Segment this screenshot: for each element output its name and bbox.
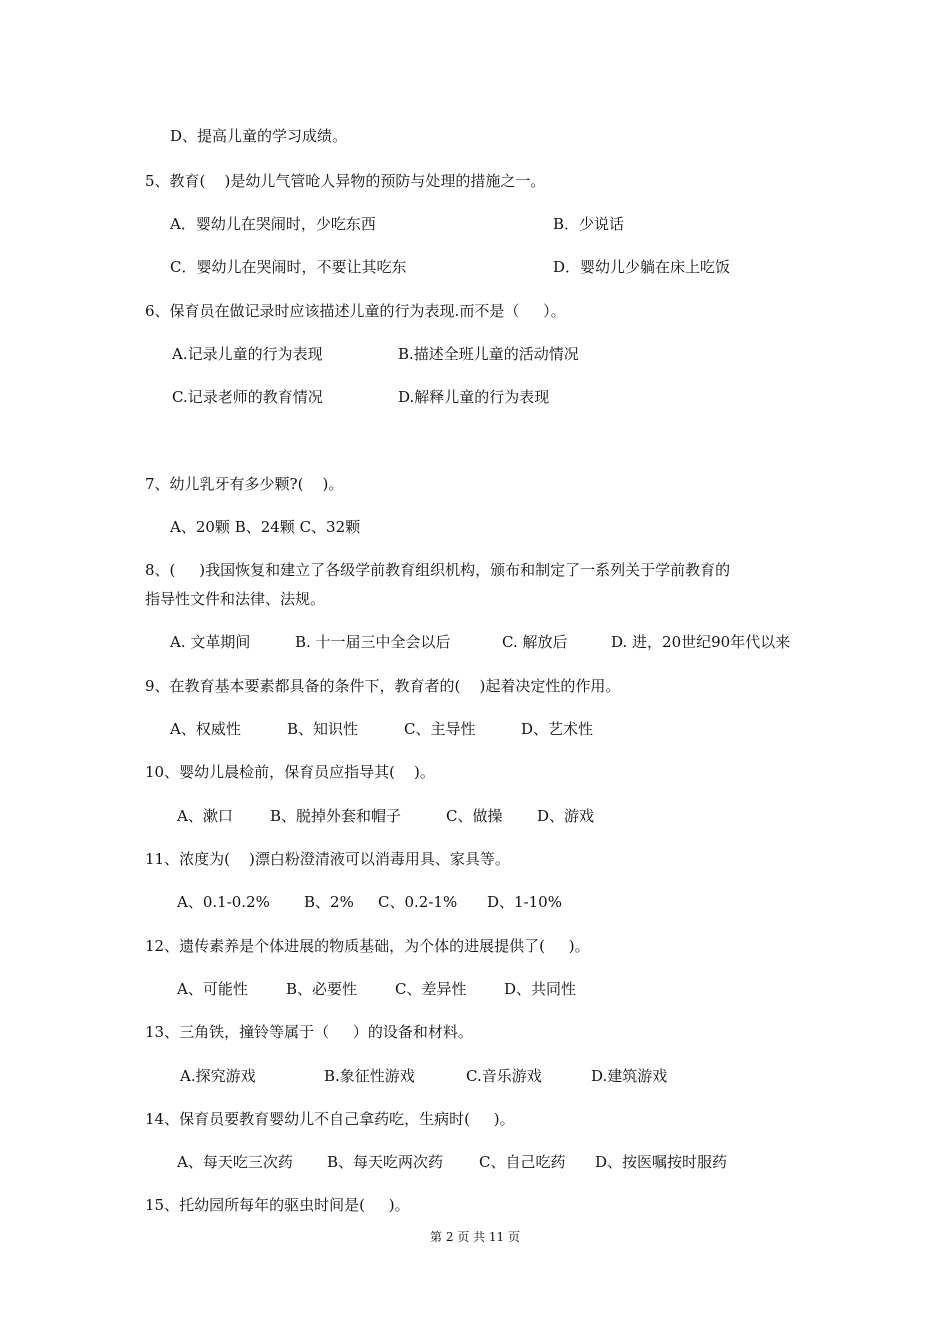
q10-option-c: C、做操 [446,807,503,825]
q6-option-d: D.解释儿童的行为表现 [398,388,550,406]
q8-option-d: D. 进，20世纪90年代以来 [611,633,791,651]
q5-option-d: D．婴幼儿少躺在床上吃饭 [553,258,731,276]
q5-option-b: B．少说话 [553,215,625,233]
q6-stem: 6、保育员在做记录时应该描述儿童的行为表现.而不是（ ）。 [145,302,566,320]
page-number-footer: 第 2 页 共 11 页 [430,1230,520,1244]
q9-option-b: B、知识性 [287,720,359,738]
q6-option-c: C.记录老师的教育情况 [172,388,323,406]
q15-stem: 15、托幼园所每年的驱虫时间是( )。 [145,1196,410,1214]
q9-option-a: A、权威性 [170,720,241,738]
q14-option-b: B、每天吃两次药 [327,1153,444,1171]
q13-option-b: B.象征性游戏 [324,1067,415,1085]
q14-option-a: A、每天吃三次药 [177,1153,293,1171]
q8-stem-line1: 8、( )我国恢复和建立了各级学前教育组织机构，颁布和制定了一系列关于学前教育的 [145,561,731,579]
q12-option-b: B、必要性 [286,980,358,998]
q7-options: A、20颗 B、24颗 C、32颗 [170,518,361,536]
q13-stem: 13、三角铁，撞铃等属于（ ）的设备和材料。 [145,1023,473,1041]
q9-stem: 9、在教育基本要素都具备的条件下，教育者的( )起着决定性的作用。 [145,677,621,695]
q8-stem-line2: 指导性文件和法律、法规。 [145,590,326,608]
q10-stem: 10、婴幼儿晨检前，保育员应指导其( )。 [145,763,435,781]
q11-option-d: D、1-10% [487,893,562,911]
q13-option-a: A.探究游戏 [180,1067,256,1085]
q5-option-a: A．婴幼儿在哭闹时，少吃东西 [170,215,376,233]
q14-option-d: D、按医嘱按时服药 [595,1153,728,1171]
q6-option-a: A.记录儿童的行为表现 [172,345,323,363]
q9-option-d: D、艺术性 [521,720,594,738]
q10-option-b: B、脱掉外套和帽子 [270,807,402,825]
q6-option-b: B.描述全班儿童的活动情况 [398,345,579,363]
q13-option-d: D.建筑游戏 [591,1067,668,1085]
q11-stem: 11、浓度为( )漂白粉澄清液可以消毒用具、家具等。 [145,850,510,868]
q12-option-d: D、共同性 [504,980,577,998]
q8-option-a: A. 文革期间 [170,633,251,651]
q12-option-c: C、差异性 [395,980,467,998]
q11-option-b: B、2% [304,893,354,911]
q8-option-b: B. 十一届三中全会以后 [295,633,451,651]
q5-stem: 5、教育( )是幼儿气管呛人异物的预防与处理的措施之一。 [145,172,546,190]
q12-option-a: A、可能性 [177,980,248,998]
q14-stem: 14、保育员要教育婴幼儿不自己拿药吃，生病时( )。 [145,1110,515,1128]
q11-option-a: A、0.1-0.2% [177,893,270,911]
q8-option-c: C. 解放后 [502,633,568,651]
q5-option-c: C．婴幼儿在哭闹时，不要让其吃东 [170,258,407,276]
q12-stem: 12、遗传素养是个体进展的物质基础，为个体的进展提供了( )。 [145,937,590,955]
q11-option-c: C、0.2-1% [378,893,458,911]
q10-option-a: A、漱口 [177,807,233,825]
q7-stem: 7、幼儿乳牙有多少颗?( )。 [145,475,344,493]
q4-option-d: D、提高儿童的学习成绩。 [170,127,348,145]
q14-option-c: C、自己吃药 [479,1153,566,1171]
q9-option-c: C、主导性 [404,720,476,738]
q13-option-c: C.音乐游戏 [466,1067,542,1085]
q10-option-d: D、游戏 [537,807,595,825]
